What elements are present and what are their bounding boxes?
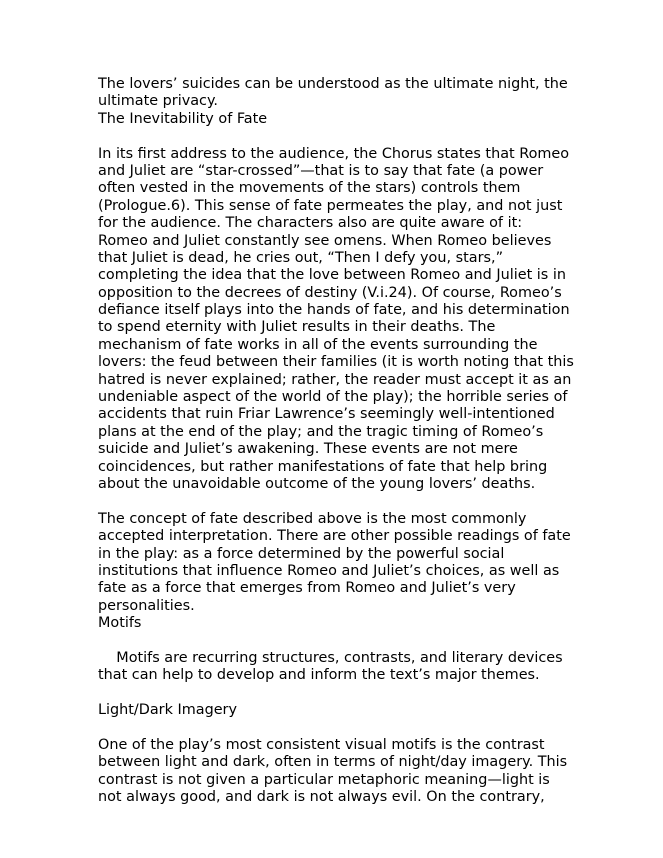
text-line: (Prologue.6). This sense of fate permeates the play, and not just bbox=[98, 197, 563, 214]
text-line: not always good, and dark is not always evil. On the contrary, bbox=[98, 789, 545, 806]
text-line: plans at the end of the play; and the tragic timing of Romeo’s bbox=[98, 423, 544, 440]
text-line: The concept of fate described above is the most commonly bbox=[98, 510, 527, 527]
paragraph-gap bbox=[98, 719, 568, 736]
text-line: for the audience. The characters also are quite aware of it: bbox=[98, 215, 523, 232]
text-line: and Juliet are “star-crossed”—that is to say that fate (a power bbox=[98, 162, 544, 179]
paragraph-gap bbox=[98, 128, 568, 145]
text-line: Romeo and Juliet constantly see omens. When Romeo believes bbox=[98, 232, 552, 249]
text-line: personalities. bbox=[98, 597, 195, 614]
text-line: suicide and Juliet’s awakening. These events are not mere bbox=[98, 441, 518, 458]
text-line: about the unavoidable outcome of the young lovers’ deaths. bbox=[98, 475, 536, 492]
text-line: accepted interpretation. There are other possible readings of fate bbox=[98, 528, 571, 545]
section-heading-light-dark-imagery: Light/Dark Imagery bbox=[98, 702, 237, 719]
text-line: hatred is never explained; rather, the reader must accept it as an bbox=[98, 371, 572, 388]
paragraph-gap bbox=[98, 493, 568, 510]
text-line: institutions that influence Romeo and Juliet’s choices, as well as bbox=[98, 562, 560, 579]
text-line: that can help to develop and inform the text’s major themes. bbox=[98, 667, 540, 684]
text-line: coincidences, but rather manifestations of fate that help bring bbox=[98, 458, 548, 475]
section-heading-motifs: Motifs bbox=[98, 615, 142, 632]
paragraph-gap bbox=[98, 633, 568, 650]
text-line: contrast is not given a particular metaphoric meaning—light is bbox=[98, 771, 550, 788]
text-line: fate as a force that emerges from Romeo and Juliet’s very bbox=[98, 580, 516, 597]
document-page bbox=[98, 76, 574, 806]
text-line: opposition to the decrees of destiny (V.i.24). Of course, Romeo’s bbox=[98, 284, 562, 301]
text-line: Motifs are recurring structures, contrasts, and literary devices bbox=[98, 649, 563, 666]
text-line: between light and dark, often in terms of night/day imagery. This bbox=[98, 754, 568, 771]
text-line: In its first address to the audience, the Chorus states that Romeo bbox=[98, 145, 570, 162]
text-line: One of the play’s most consistent visual motifs is the contrast bbox=[98, 736, 545, 753]
text-line: that Juliet is dead, he cries out, “Then I defy you, stars,” bbox=[98, 249, 504, 266]
paragraph-gap bbox=[98, 685, 568, 702]
text-line: lovers: the feud between their families (it is worth noting that this bbox=[98, 354, 574, 371]
text-line: The lovers’ suicides can be understood as the ultimate night, the bbox=[98, 76, 568, 92]
text-line: in the play: as a force determined by the powerful social bbox=[98, 545, 505, 562]
text-line: ultimate privacy. bbox=[98, 93, 219, 110]
text-line: to spend eternity with Juliet results in their deaths. The bbox=[98, 319, 496, 336]
text-line: defiance itself plays into the hands of fate, and his determination bbox=[98, 302, 570, 319]
text-line: accidents that ruin Friar Lawrence’s seemingly well-intentioned bbox=[98, 406, 555, 423]
text-line: mechanism of fate works in all of the events surrounding the bbox=[98, 336, 538, 353]
section-heading-inevitability-of-fate: The Inevitability of Fate bbox=[98, 110, 268, 127]
text-line: often vested in the movements of the stars) controls them bbox=[98, 180, 521, 197]
text-line: completing the idea that the love between Romeo and Juliet is in bbox=[98, 267, 566, 284]
text-line: undeniable aspect of the world of the play); the horrible series of bbox=[98, 389, 568, 406]
